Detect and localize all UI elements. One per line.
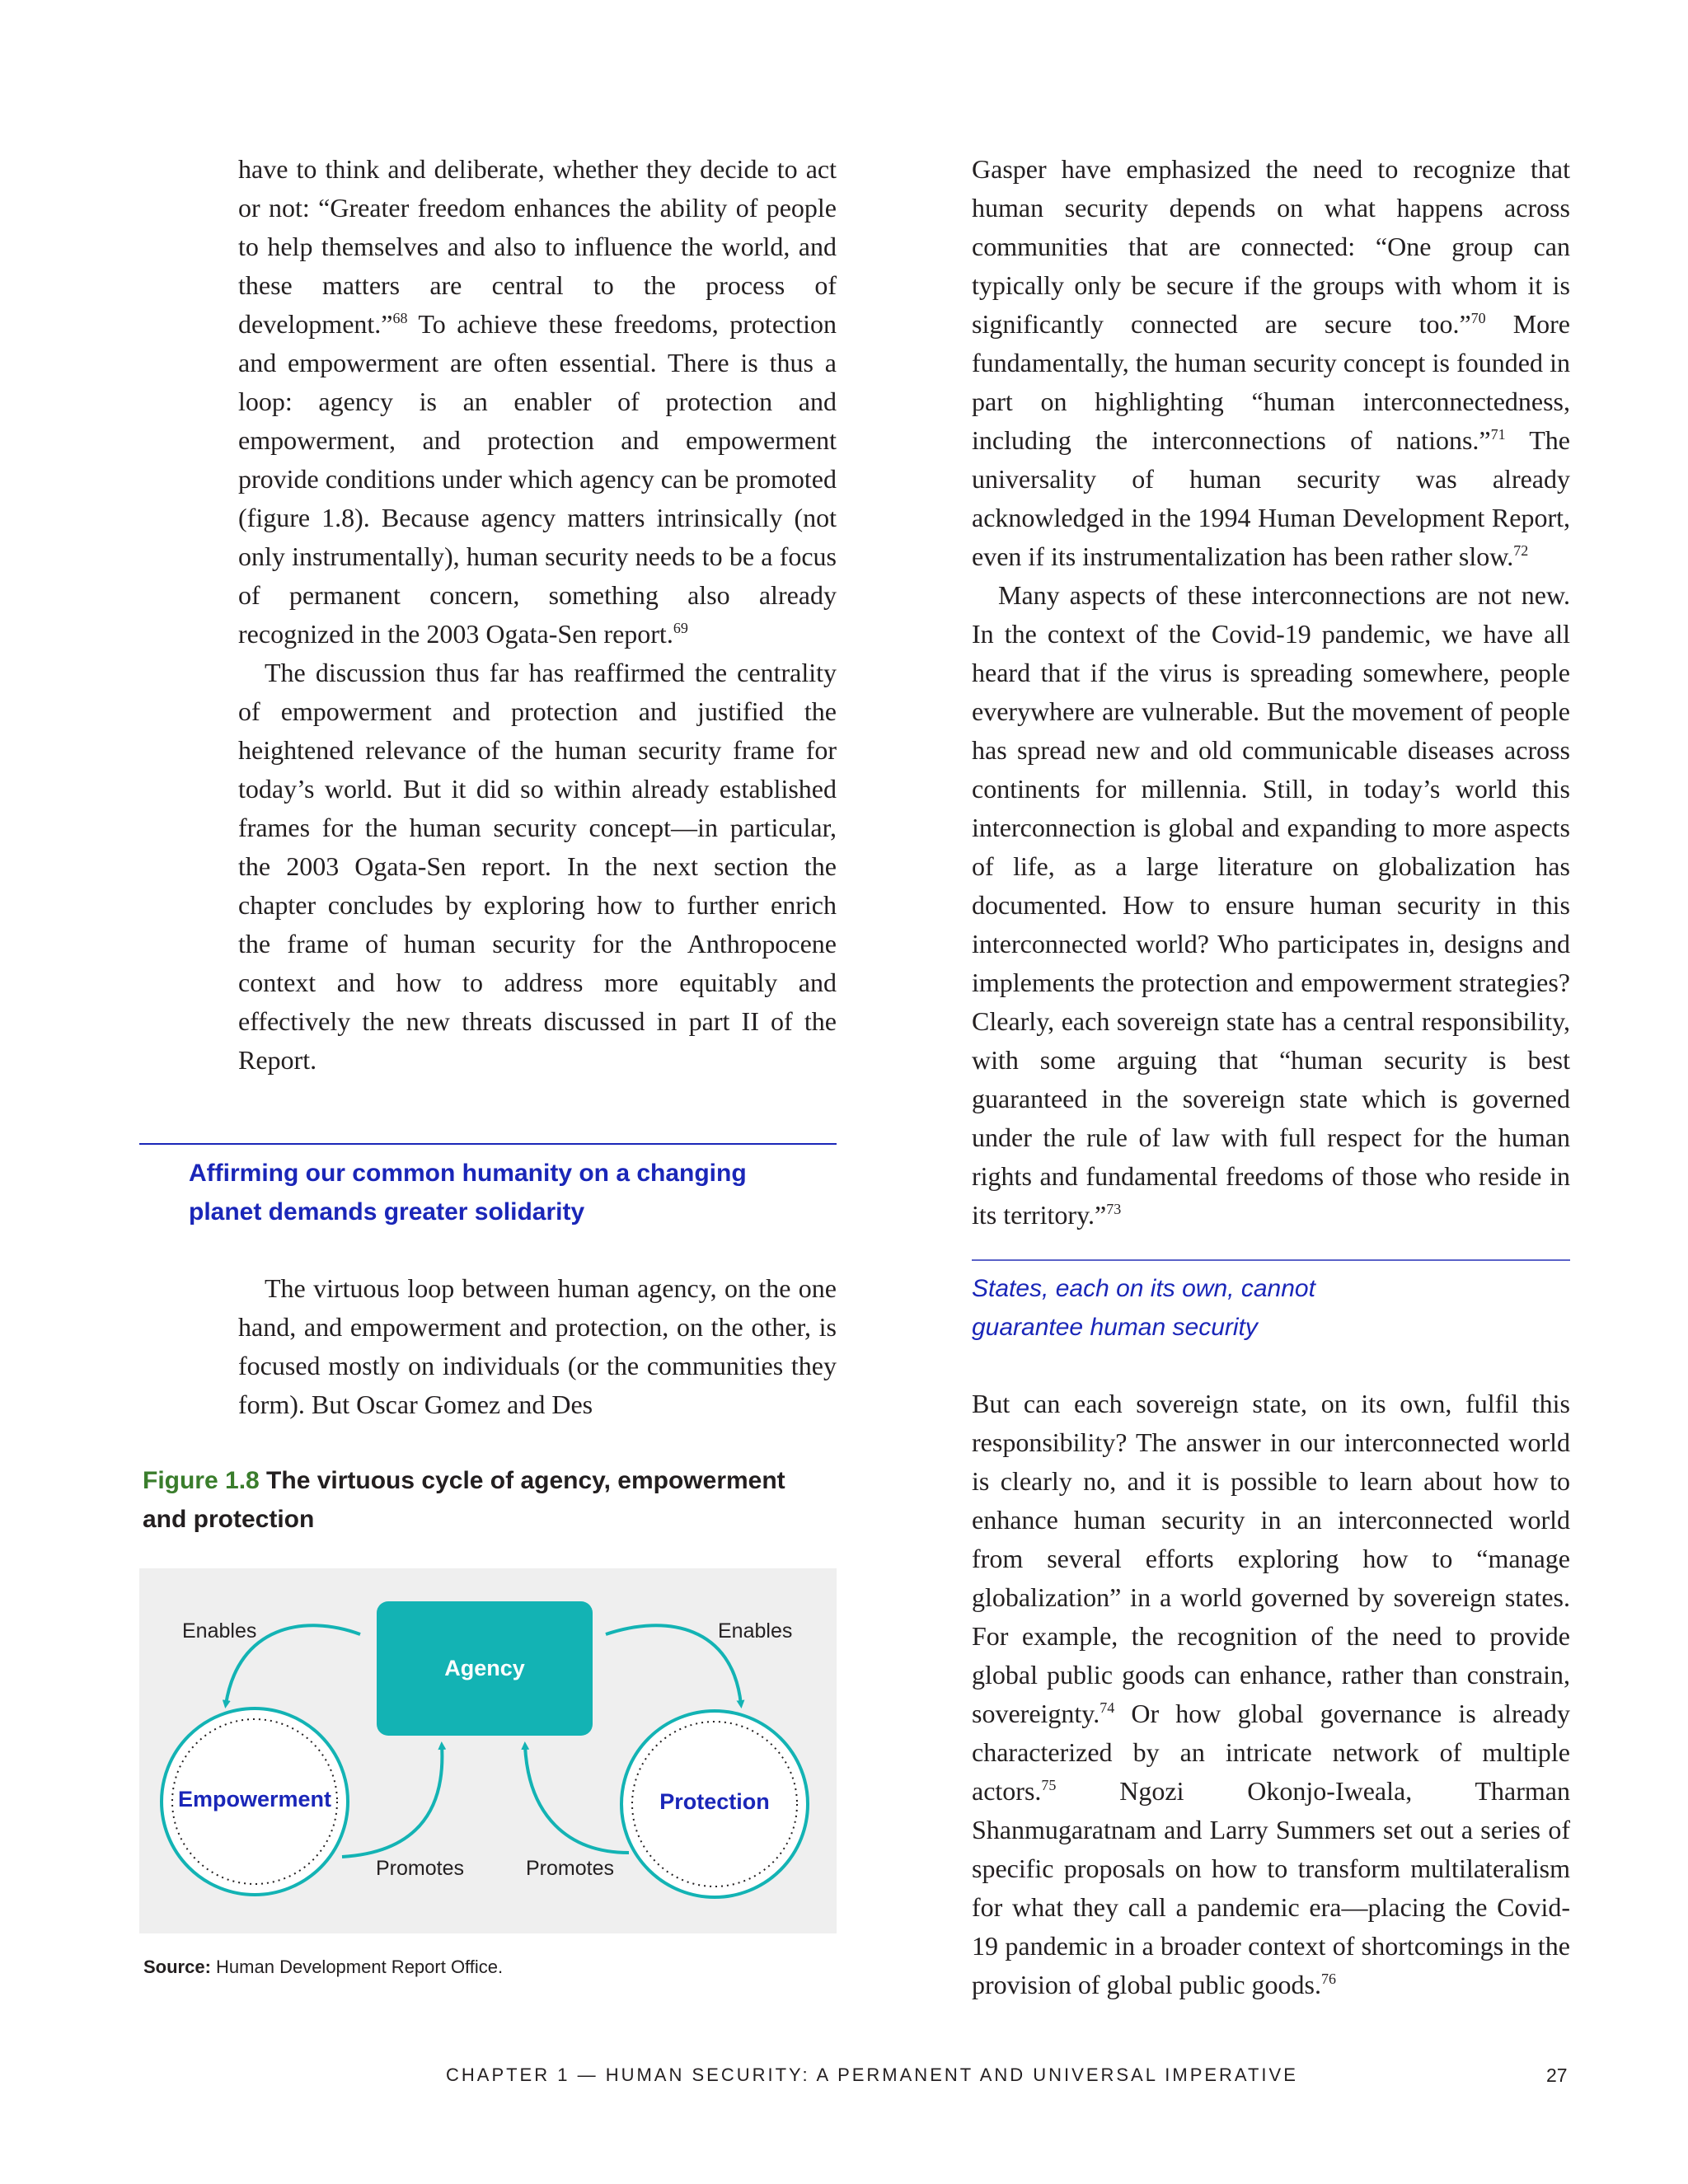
- promotes-arrow-left: [342, 1746, 442, 1857]
- footnote-ref[interactable]: 68: [392, 310, 408, 326]
- paragraph: Gasper have emphasized the need to recognize that human security depends on what happens across communities that are connected: “One group can typically only be secure if the groups with whom it is significantly connected are secure too.”$^{70}$ More fundamentally, the human security concept is founded in part on highlighting “human interconnectedness, including the interconnections of nations.”$^{71}$ The universality of human security was already acknowledged in the 1994 Human Development Report, even if its instrumentalization has been rather slow.$^{72}$: [972, 154, 1571, 571]
- right-column-lower: [972, 1385, 1570, 2004]
- running-footer: CHAPTER 1 — HUMAN SECURITY: A PERMANENT AND UNIVERSAL IMPERATIVE: [446, 2064, 1298, 2085]
- promotes-label-left: Promotes: [376, 1857, 464, 1880]
- footnote-ref[interactable]: 69: [673, 620, 688, 636]
- enables-label-right: Enables: [718, 1619, 793, 1643]
- callout-heading: Affirming our common humanity on a changing planet demands greater solidarity: [189, 1160, 747, 1226]
- protection-label: Protection: [659, 1789, 770, 1814]
- footnote-ref[interactable]: 76: [1320, 1971, 1336, 1987]
- promotes-arrow-right: [525, 1746, 629, 1853]
- paragraph: have to think and deliberate, whether they decide to act or not: “Greater freedom enhances the ability of people to help themselves and also to influence the world, and these matters are central to the process of development.”$^{68}$ To achieve these freedoms, protection and empowerment are often essential. There is thus a loop: agency is an enabler of protection and empowerment, and protection and empowerment provide conditions under which agency can be promoted (figure 1.8). Because agency matters intrinsically (not only instrumentally), human security needs to be a focus of permanent concern, something also already recognized in the 2003 Ogata-Sen report.$^{69}$: [238, 154, 837, 649]
- paragraph: But can each sovereign state, on its own, fulfil this responsibility? The answer in our interconnected world is clearly no, and it is possible to learn about how to enhance human security in an interconnected world from several efforts exploring how to “manage globalization” in a world governed by sovereign states. For example, the recognition of the need to provide global public goods can enhance, rather than constrain, sovereignty.$^{74}$ Or how global governance is already characterized by an intricate network of multiple actors.$^{75}$ Ngozi Okonjo-Iweala, Tharman Shanmugaratnam and Larry Summers set out a series of specific proposals on how to transform multilateralism for what they call a pandemic era—placing the Covid-19 pandemic in a broader context of shortcomings in the provision of global public goods.$^{76}$: [972, 1389, 1570, 1999]
- subhead-rule: [972, 1259, 1570, 1261]
- footnote-ref[interactable]: 70: [1470, 310, 1486, 326]
- figure-source: Source: Human Development Report Office.: [143, 1957, 504, 1977]
- figure-diagram: [139, 1568, 837, 1933]
- paragraph: The discussion thus far has reaffirmed the centrality of empowerment and protection and justified the heightened relevance of the human security frame for today’s world. But it did so within already established frames for the human security concept—in particular, the 2003 Ogata-Sen report. In the next section the chapter concludes by exploring how to further enrich the frame of human security for the Anthropocene context and how to address more equitably and effectively the new threats discussed in part II of the Report.: [238, 658, 837, 1075]
- paragraph: The virtuous loop between human agency, on the one hand, and empowerment and protection, on the other, is focused mostly on individuals (or the communities they form). But Oscar Gomez and Des: [238, 1273, 837, 1419]
- section-subhead: States, each on its own, cannot guarantee human security: [972, 1275, 1315, 1341]
- footnote-ref[interactable]: 71: [1490, 426, 1506, 443]
- page-number: 27: [1546, 2064, 1568, 2086]
- paragraph: Many aspects of these interconnections are not new. In the context of the Covid-19 pandemic, we have all heard that if the virus is spreading somewhere, people everywhere are vulnerable. But the movement of people has spread new and old communicable diseases across continents for millennia. Still, in today’s world this interconnection is global and expanding to more aspects of life, as a large literature on globalization has documented. How to ensure human security in this interconnected world? Who participates in, designs and implements the protection and empowerment strategies? Clearly, each sovereign state has a central responsibility, with some arguing that “human security is best guaranteed in the sovereign state which is governed under the rule of law with full respect for the human rights and fundamental freedoms of those who reside in its territory.”$^{73}$: [972, 580, 1570, 1230]
- footnote-ref[interactable]: 75: [1041, 1777, 1057, 1793]
- footnote-ref[interactable]: 74: [1100, 1699, 1115, 1716]
- empowerment-label: Empowerment: [177, 1787, 332, 1811]
- figure-number: Figure 1.8: [143, 1467, 260, 1494]
- footnote-ref[interactable]: 72: [1513, 542, 1529, 559]
- left-column-lower: [238, 1269, 837, 1424]
- footnote-ref[interactable]: 73: [1106, 1201, 1122, 1217]
- callout-rule: [139, 1143, 837, 1145]
- figure-title: Figure 1.8 The virtuous cycle of agency, empowerment and protection: [143, 1467, 785, 1533]
- promotes-label-right: Promotes: [526, 1857, 614, 1880]
- right-column-upper: [972, 150, 1570, 1235]
- agency-node: Agency: [377, 1601, 593, 1736]
- enables-label-left: Enables: [182, 1619, 257, 1643]
- left-column-upper: [238, 150, 837, 1080]
